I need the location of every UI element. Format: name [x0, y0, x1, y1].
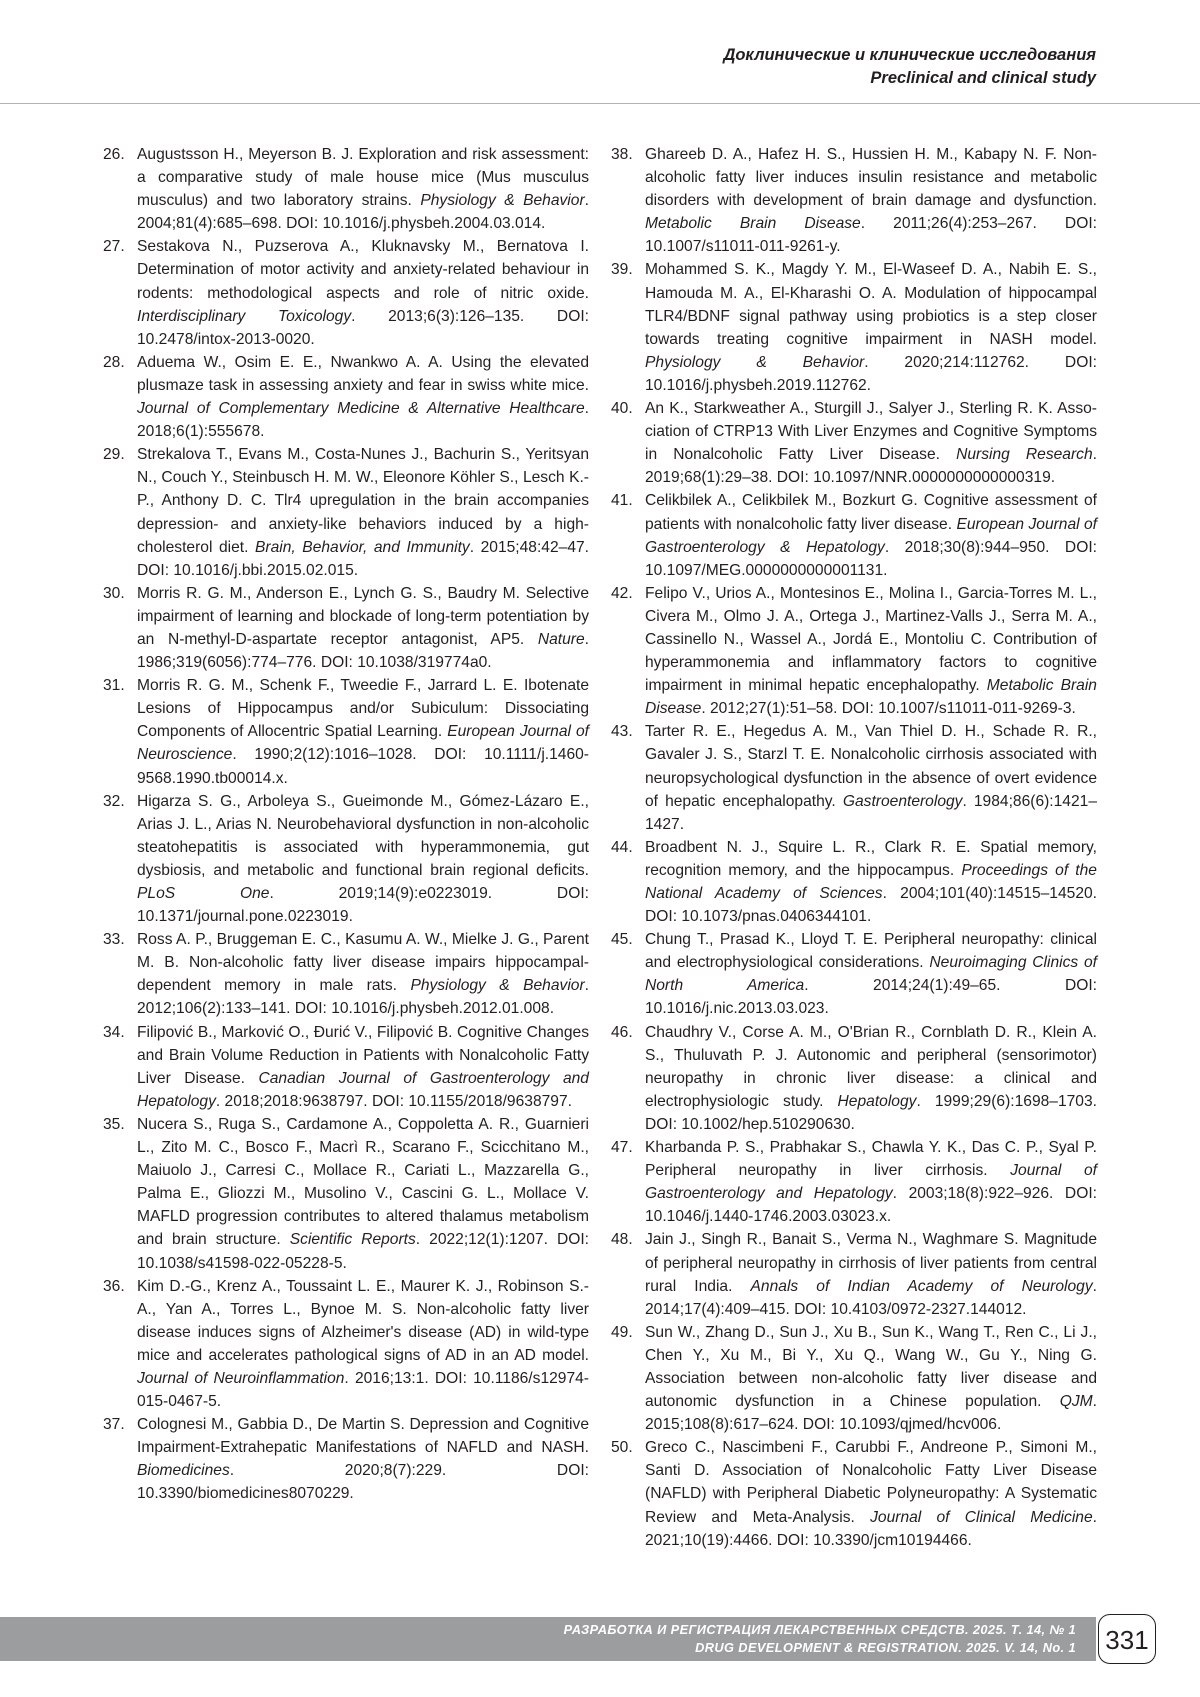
reference-item: [611, 1228, 1097, 1320]
reference-item: [103, 790, 589, 929]
reference-number: 33.: [103, 931, 125, 949]
reference-item: [103, 1021, 589, 1113]
reference-authors-title: Higarza S. G., Arboleya S., Gueimonde M., Gómez-Lázaro E., Arias J. L., Arias N. Neurobehavioral dysfunction in non-alcoholic steatohepatitis is associated with hyperammonemia, gut dysbiosis, and metabolic and functional brain regional deficits.: [137, 792, 589, 879]
reference-number: 35.: [103, 1115, 125, 1133]
reference-number: 39.: [611, 261, 633, 279]
reference-authors-title: Celikbilek A., Celikbilek M., Bozkurt G. Cognitive assessment of patients with nonalcoholic fatty liver disease.: [645, 492, 1097, 533]
reference-authors-title: Felipo V., Urios A., Montesinos E., Molina I., Garcia-Torres M. L., Civera M., Olmo J. A., Ortega J., Martinez-Valls J., Serra M. A., Cassinello N., Wassel A., Jordá E., Montoliu C. Contribution of hyperammonemia and inflammatory factors to cognitive impairment in minimal hepatic encephalopathy.: [645, 584, 1097, 695]
reference-journal: Hepatology: [837, 1092, 917, 1110]
reference-details: . 2004;101(40):14515–14520. DOI: 10.1073/pnas.0406344101.: [645, 885, 1098, 926]
reference-text: [645, 720, 1097, 835]
reference-details: . 1984;86(6):1421–1427.: [645, 792, 1098, 833]
reference-details: . 2019;14(9):e0223019. DOI: 10.1371/journal.pone.0223019.: [137, 885, 589, 926]
reference-authors-title: Morris R. G. M., Anderson E., Lynch G. S., Baudry M. Selective impairment of learning and blockade of long-term potentiation by an N-methyl-D-aspartate receptor antagonist, AP5.: [137, 584, 589, 648]
reference-number: 26.: [103, 146, 125, 163]
reference-details: . 2014;17(4):409–415. DOI: 10.4103/0972-2327.144012.: [645, 1277, 1097, 1318]
reference-text: [137, 582, 589, 674]
reference-authors-title: Sestakova N., Puzserova A., Kluknavsky M., Bernatova I. Determination of motor activity and anxiety-related behaviour in rodents: methodological aspects and role of nitric oxide.: [137, 238, 589, 302]
reference-text: [137, 928, 589, 1020]
reference-text: [137, 443, 589, 582]
reference-details: . 2003;18(8):922–926. DOI: 10.1046/j.1440-1746.2003.03023.x.: [645, 1185, 1097, 1226]
reference-journal: Journal of Complementary Medicine & Alternative Healthcare: [137, 400, 585, 418]
reference-details: . 2015;48:42–47. DOI: 10.1016/j.bbi.2015.02.015.: [137, 538, 590, 579]
reference-item: [103, 1113, 589, 1275]
reference-text: [645, 1228, 1097, 1320]
reference-details: . 2016;13:1. DOI: 10.1186/s12974-015-0467-5.: [137, 1369, 589, 1411]
reference-journal: Journal of Gastroenterology and Hepatology: [645, 1162, 1097, 1203]
reference-number: 41.: [611, 492, 633, 510]
reference-number: 47.: [611, 1139, 633, 1157]
reference-details: . 1999;29(6):1698–1703. DOI: 10.1002/hep.510290630.: [645, 1092, 1097, 1133]
reference-journal: Physiology & Behavior: [420, 192, 585, 210]
reference-text: [137, 351, 589, 443]
reference-item: [611, 1436, 1097, 1551]
reference-details: . 2020;8(7):229. DOI: 10.3390/biomedicines8070229.: [137, 1462, 589, 1503]
reference-item: [611, 143, 1097, 258]
reference-details: . 2019;68(1):29–38. DOI: 10.1097/NNR.0000000000000319.: [645, 446, 1097, 487]
reference-journal: Physiology & Behavior: [645, 353, 865, 371]
reference-number: 50.: [611, 1439, 633, 1457]
reference-details: . 2012;106(2):133–141. DOI: 10.1016/j.physbeh.2012.01.008.: [137, 977, 589, 1018]
reference-item: [611, 720, 1097, 835]
reference-authors-title: Ghareeb D. A., Hafez H. S., Hussien H. M., Kabapy N. F. Non-alcoholic fatty liver induces insulin resistance and metabolic disorders with development of brain damage and dysfunction.: [645, 146, 1097, 210]
reference-text: [137, 1021, 589, 1113]
reference-details: . 2018;2018:9638797. DOI: 10.1155/2018/9638797.: [215, 1092, 572, 1110]
reference-journal: Biomedicines: [137, 1462, 230, 1480]
reference-journal: Physiology & Behavior: [410, 977, 585, 995]
reference-number: 34.: [103, 1023, 125, 1041]
reference-journal: Gastroenterology: [842, 792, 963, 810]
reference-text: [645, 582, 1097, 721]
reference-number: 48.: [611, 1231, 633, 1249]
reference-number: 31.: [103, 677, 125, 695]
reference-text: [137, 790, 589, 929]
reference-text: [645, 1136, 1097, 1228]
section-title-en: Preclinical and clinical study: [870, 69, 1096, 87]
reference-text: [645, 489, 1097, 581]
reference-details: . 2004;81(4):685–698. DOI: 10.1016/j.physbeh.2004.03.014.: [137, 192, 589, 233]
reference-item: [103, 143, 589, 235]
reference-item: [611, 397, 1097, 489]
reference-journal: Neuroimaging Clinics of North America: [645, 954, 1098, 995]
reference-number: 38.: [611, 146, 633, 163]
footer-journal-ru: РАЗРАБОТКА И РЕГИСТРАЦИЯ ЛЕКАРСТВЕННЫХ СРЕДСТВ. 2025. Т. 14, № 1: [563, 1622, 1076, 1637]
reference-authors-title: Strekalova T., Evans M., Costa-Nunes J., Bachurin S., Yeritsyan N., Couch Y., Steinbusch H. M. W., Eleonore Köhler S., Lesch K.-P., Anthony D. C. Tlr4 upregulation in the brain accompanies depression- and anxiety-like behaviors induced by a high-cholesterol diet.: [137, 446, 589, 556]
reference-item: [103, 1413, 589, 1505]
reference-item: [611, 258, 1097, 397]
reference-number: 43.: [611, 723, 633, 741]
reference-column-left: [103, 143, 589, 1506]
reference-number: 30.: [103, 584, 125, 602]
reference-authors-title: Broadbent N. J., Squire L. R., Clark R. E. Spatial memory, recognition memory, and the hippocampus.: [645, 838, 1097, 879]
reference-authors-title: Augustsson H., Meyerson B. J. Exploration and risk assessment: a comparative study of male house mice (Mus musculus musculus) and two laboratory strains.: [137, 146, 589, 210]
reference-journal: Metabolic Brain Disease: [645, 215, 861, 233]
reference-journal: Canadian Journal of Gastroenterology and Hepatology: [137, 1069, 589, 1110]
reference-text: [137, 143, 589, 235]
reference-authors-title: Nucera S., Ruga S., Cardamone A., Coppoletta A. R., Guarnieri L., Zito M. C., Bosco F., Macrì R., Scarano F., Scicchitano M., Maiuolo J., Carresi C., Mollace R., Cariati L., Mazzarella G., Palma E., Gliozzi M., Musolino V., Cascini G. L., Mollace V. MAFLD progression contributes to altered thalamus metabolism and brain structure.: [137, 1115, 589, 1249]
reference-text: [137, 674, 589, 789]
reference-details: . 2020;214:112762. DOI: 10.1016/j.physbeh.2019.112762.: [645, 353, 1097, 394]
reference-details: . 2012;27(1):51–58. DOI: 10.1007/s11011-011-9269-3.: [701, 700, 1076, 718]
reference-journal: Proceedings of the National Academy of Sciences: [645, 861, 1097, 902]
reference-journal: Scientific Reports: [289, 1231, 416, 1249]
reference-details: . 2022;12(1):1207. DOI: 10.1038/s41598-022-05228-5.: [137, 1231, 590, 1272]
reference-details: . 1986;319(6056):774–776. DOI: 10.1038/319774a0.: [137, 630, 589, 672]
reference-journal: European Journal of Neuroscience: [137, 723, 589, 764]
reference-authors-title: Ross A. P., Bruggeman E. C., Kasumu A. W., Mielke J. G., Parent M. B. Non-alcoholic fatty liver disease impairs hippocampal-dependent memory in male rats.: [137, 931, 589, 995]
reference-number: 29.: [103, 446, 125, 464]
reference-text: [645, 1436, 1097, 1551]
reference-number: 28.: [103, 353, 125, 371]
reference-journal: Nature: [537, 630, 585, 648]
reference-item: [103, 928, 589, 1020]
reference-number: 45.: [611, 931, 633, 949]
reference-item: [103, 1275, 589, 1414]
running-header: [723, 44, 1096, 90]
page-number: 331: [1098, 1614, 1156, 1664]
reference-journal: PLoS One: [137, 885, 270, 902]
reference-item: [103, 582, 589, 674]
footer-journal-en: DRUG DEVELOPMENT & REGISTRATION. 2025. V. 14, No. 1: [695, 1640, 1076, 1655]
reference-journal: Interdisciplinary Toxicology: [137, 307, 352, 325]
footer-journal-info: [564, 1621, 1076, 1657]
reference-journal: Journal of Neuroinflammation: [137, 1369, 345, 1387]
reference-text: [645, 928, 1097, 1020]
reference-number: 49.: [611, 1323, 633, 1341]
reference-text: [645, 1321, 1097, 1436]
reference-details: . 1990;2(12):1016–1028. DOI: 10.1111/j.1460-9568.1990.tb00014.x.: [137, 746, 589, 787]
reference-item: [611, 489, 1097, 581]
reference-number: 32.: [103, 792, 125, 810]
reference-details: . 2018;30(8):944–950. DOI: 10.1097/MEG.0000000000001131.: [645, 538, 1097, 579]
reference-journal: Journal of Clinical Medicine: [870, 1508, 1093, 1526]
reference-text: [137, 1413, 589, 1505]
reference-item: [103, 674, 589, 789]
reference-details: . 2014;24(1):49–65. DOI: 10.1016/j.nic.2013.03.023.: [645, 977, 1097, 1018]
reference-text: [645, 143, 1097, 258]
reference-authors-title: Filipović B., Marković O., Đurić V., Filipović B. Cognitive Changes and Brain Volume Reduction in Patients with Nonalcoholic Fatty Liver Disease.: [137, 1023, 589, 1087]
reference-journal: Brain, Behavior, and Immunity: [255, 538, 470, 556]
reference-text: [645, 836, 1097, 928]
reference-number: 46.: [611, 1023, 633, 1041]
reference-item: [103, 235, 589, 350]
reference-authors-title: Chung T., Prasad K., Lloyd T. E. Peripheral neuropathy: clinical and electrophysiological considerations.: [645, 931, 1097, 972]
reference-journal: European Journal of Gastroenterology & Hepatology: [645, 515, 1098, 556]
reference-authors-title: Aduema W., Osim E. E., Nwankwo A. A. Using the elevated plusmaze task in assessing anxiety and fear in swiss white mice.: [137, 353, 589, 394]
reference-text: [645, 1021, 1097, 1136]
reference-details: . 2011;26(4):253–267. DOI: 10.1007/s11011-011-9261-y.: [645, 215, 1097, 256]
reference-authors-title: Greco C., Nascimbeni F., Carubbi F., Andreone P., Simoni M., Santi D. Association of Nonalcoholic Fatty Liver Disease (NAFLD) with Peripheral Diabetic Polyneuropathy: A Systematic Review and Meta-Analysis.: [645, 1439, 1097, 1526]
reference-item: [611, 928, 1097, 1020]
reference-text: [137, 1113, 589, 1275]
reference-number: 40.: [611, 400, 633, 418]
reference-authors-title: An K., Starkweather A., Sturgill J., Salyer J., Sterling R. K. Association of CTRP13 With Liver Enzymes and Cognitive Symptoms in Nonalcoholic Fatty Liver Disease.: [645, 400, 1097, 464]
reference-authors-title: Kharbanda P. S., Prabhakar S., Chawla Y. K., Das C. P., Syal P. Peripheral neuropathy in liver cirrhosis.: [645, 1139, 1097, 1180]
reference-column-right: [611, 143, 1097, 1552]
reference-item: [103, 351, 589, 443]
reference-details: . 2021;10(19):4466. DOI: 10.3390/jcm10194466.: [645, 1508, 1097, 1549]
reference-authors-title: Sun W., Zhang D., Sun J., Xu B., Sun K., Wang T., Ren C., Li J., Chen Y., Xu M., Bi Y., Xu Q., Wang W., Gu Y., Ning G. Association between non-alcoholic fatty liver disease and autonomic dysfunction in a Chinese population.: [645, 1323, 1097, 1411]
reference-journal: Annals of Indian Academy of Neurology: [750, 1277, 1093, 1295]
reference-item: [611, 1321, 1097, 1436]
reference-authors-title: Mohammed S. K., Magdy Y. M., El-Waseef D. A., Nabih E. S., Hamouda M. A., El-Kharashi O. A. Modulation of hippocampal TLR4/BDNF signal pathway using probiotics is a step closer towards treating cognitive impairment in NASH model.: [645, 261, 1097, 348]
reference-authors-title: Chaudhry V., Corse A. M., O'Brian R., Cornblath D. R., Klein A. S., Thuluvath P. J. Autonomic and peripheral (sensorimotor) neuropathy in chronic liver disease: a clinical and electrophysiologic study.: [645, 1023, 1097, 1110]
reference-authors-title: Tarter R. E., Hegedus A. M., Van Thiel D. H., Schade R. R., Gavaler J. S., Starzl T. E. Nonalcoholic cirrhosis associated with neuropsychological dysfunction in the absence of overt evidence of hepatic encephalopathy.: [645, 723, 1097, 810]
reference-authors-title: Kim D.-G., Krenz A., Toussaint L. E., Maurer K. J., Robinson S.-A., Yan A., Torres L., Bynoe M. S. Non-alcoholic fatty liver disease induces signs of Alzheimer's disease (AD) in wild-type mice and accelerates pathological signs of AD in an AD model.: [137, 1277, 589, 1364]
reference-item: [611, 1136, 1097, 1228]
reference-item: [611, 582, 1097, 721]
reference-number: 44.: [611, 838, 633, 856]
reference-number: 42.: [611, 584, 633, 602]
reference-item: [611, 1021, 1097, 1136]
reference-text: [645, 397, 1097, 489]
reference-details: . 2018;6(1):555678.: [137, 400, 589, 441]
reference-journal: QJM: [1059, 1393, 1093, 1411]
reference-item: [611, 836, 1097, 928]
reference-authors-title: Morris R. G. M., Schenk F., Tweedie F., Jarrard L. E. Ibotenate Lesions of Hippocampus and/or Subiculum: Dissociating Components of Allocentric Spatial Learning.: [137, 677, 589, 741]
reference-authors-title: Jain J., Singh R., Banait S., Verma N., Waghmare S. Magnitude of peripheral neuropathy in cirrhosis of liver patients from central rural India.: [645, 1231, 1097, 1295]
reference-journal: Metabolic Brain Disease: [645, 677, 1097, 718]
section-title-ru: Доклинические и клинические исследования: [723, 46, 1096, 64]
reference-number: 37.: [103, 1416, 125, 1434]
reference-details: . 2015;108(8):617–624. DOI: 10.1093/qjmed/hcv006.: [645, 1393, 1097, 1434]
reference-text: [137, 1275, 589, 1414]
reference-number: 27.: [103, 238, 125, 256]
reference-authors-title: Colognesi M., Gabbia D., De Martin S. Depression and Cognitive Impairment-Extrahepatic Manifestations of NAFLD and NASH.: [137, 1416, 589, 1457]
reference-number: 36.: [103, 1277, 125, 1295]
reference-item: [103, 443, 589, 582]
reference-details: . 2013;6(3):126–135. DOI: 10.2478/intox-2013-0020.: [137, 307, 589, 348]
reference-journal: Nursing Research: [956, 446, 1093, 464]
header-divider: [0, 103, 1200, 104]
reference-text: [137, 235, 589, 350]
reference-text: [645, 258, 1097, 397]
